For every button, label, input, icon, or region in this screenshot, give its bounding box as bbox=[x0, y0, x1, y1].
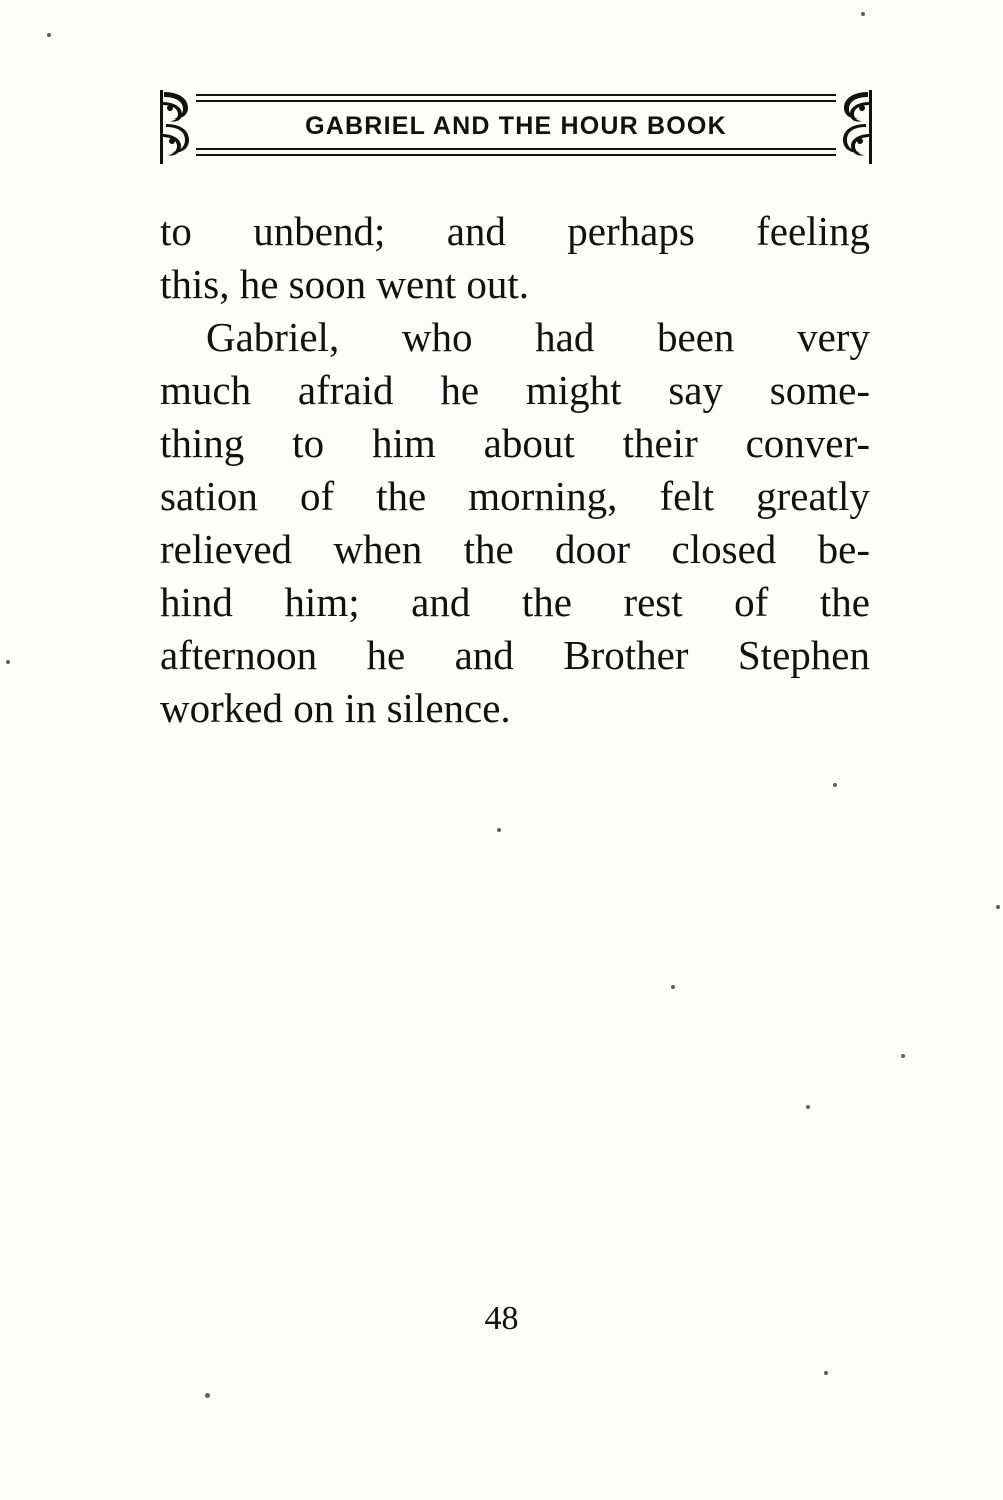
word: greatly bbox=[756, 473, 870, 519]
scan-speck bbox=[6, 660, 10, 664]
word: door bbox=[555, 526, 631, 572]
word: much bbox=[160, 367, 252, 413]
word: feeling bbox=[756, 208, 870, 254]
text-line bbox=[160, 470, 870, 523]
scan-speck bbox=[205, 1393, 210, 1398]
word: about bbox=[483, 420, 575, 466]
word: Stephen bbox=[737, 632, 870, 678]
word: to bbox=[160, 208, 192, 254]
text-line bbox=[160, 311, 870, 364]
word: perhaps bbox=[567, 208, 695, 254]
word: the bbox=[463, 526, 514, 572]
scan-speck bbox=[671, 985, 675, 989]
scan-speck bbox=[497, 828, 501, 832]
word: to bbox=[292, 420, 325, 466]
word: had bbox=[535, 314, 595, 360]
word: afraid bbox=[297, 367, 394, 413]
text-line bbox=[160, 576, 870, 629]
running-head-title: GABRIEL AND THE HOUR BOOK bbox=[305, 112, 727, 140]
scan-speck bbox=[806, 1105, 810, 1109]
word: their bbox=[622, 420, 698, 466]
text-line: worked on in silence. bbox=[160, 685, 511, 731]
word: the bbox=[521, 579, 572, 625]
word: he bbox=[440, 367, 480, 413]
word: of bbox=[734, 579, 769, 625]
word: afternoon bbox=[160, 632, 318, 678]
word: him; bbox=[284, 579, 360, 625]
scan-speck bbox=[901, 1054, 905, 1058]
header-rule-top-outer bbox=[196, 94, 836, 96]
scan-speck bbox=[833, 783, 837, 787]
word: morning, bbox=[468, 473, 618, 519]
scan-speck bbox=[996, 905, 1000, 909]
running-head-band bbox=[160, 86, 872, 170]
text-line bbox=[160, 205, 870, 258]
word: he bbox=[366, 632, 406, 678]
text-line bbox=[160, 523, 870, 576]
word: closed bbox=[671, 526, 777, 572]
page-body bbox=[160, 205, 870, 735]
scan-speck bbox=[861, 12, 865, 16]
word: be- bbox=[817, 526, 870, 572]
word: conver- bbox=[745, 420, 870, 466]
word: and bbox=[446, 208, 506, 254]
word: relieved bbox=[160, 526, 293, 572]
word: when bbox=[333, 526, 423, 572]
scan-speck bbox=[824, 1371, 828, 1375]
word: rest bbox=[623, 579, 683, 625]
word: and bbox=[454, 632, 514, 678]
word: who bbox=[401, 314, 473, 360]
header-rule-top-inner bbox=[196, 100, 836, 102]
word: felt bbox=[659, 473, 715, 519]
word: sation bbox=[160, 473, 258, 519]
text-line bbox=[160, 417, 870, 470]
word: the bbox=[376, 473, 427, 519]
text-line: this, he soon went out. bbox=[160, 261, 529, 307]
word: and bbox=[411, 579, 471, 625]
word: of bbox=[299, 473, 335, 519]
paragraph bbox=[160, 205, 870, 311]
word: very bbox=[797, 314, 870, 360]
word: unbend; bbox=[253, 208, 386, 254]
scan-speck bbox=[47, 33, 51, 37]
text-line bbox=[160, 364, 870, 417]
word: been bbox=[657, 314, 735, 360]
header-rule-bottom-inner bbox=[196, 148, 836, 150]
word: him bbox=[371, 420, 436, 466]
header-rule-bottom-outer bbox=[196, 154, 836, 156]
word: hind bbox=[160, 579, 233, 625]
paragraph bbox=[160, 311, 870, 735]
word: thing bbox=[160, 420, 245, 466]
word: say bbox=[668, 367, 723, 413]
word: some- bbox=[769, 367, 870, 413]
word: Gabriel, bbox=[206, 314, 340, 360]
text-line bbox=[160, 629, 870, 682]
word: might bbox=[525, 367, 622, 413]
page-number: 48 bbox=[484, 1300, 519, 1337]
word: Brother bbox=[563, 632, 689, 678]
word: the bbox=[819, 579, 870, 625]
